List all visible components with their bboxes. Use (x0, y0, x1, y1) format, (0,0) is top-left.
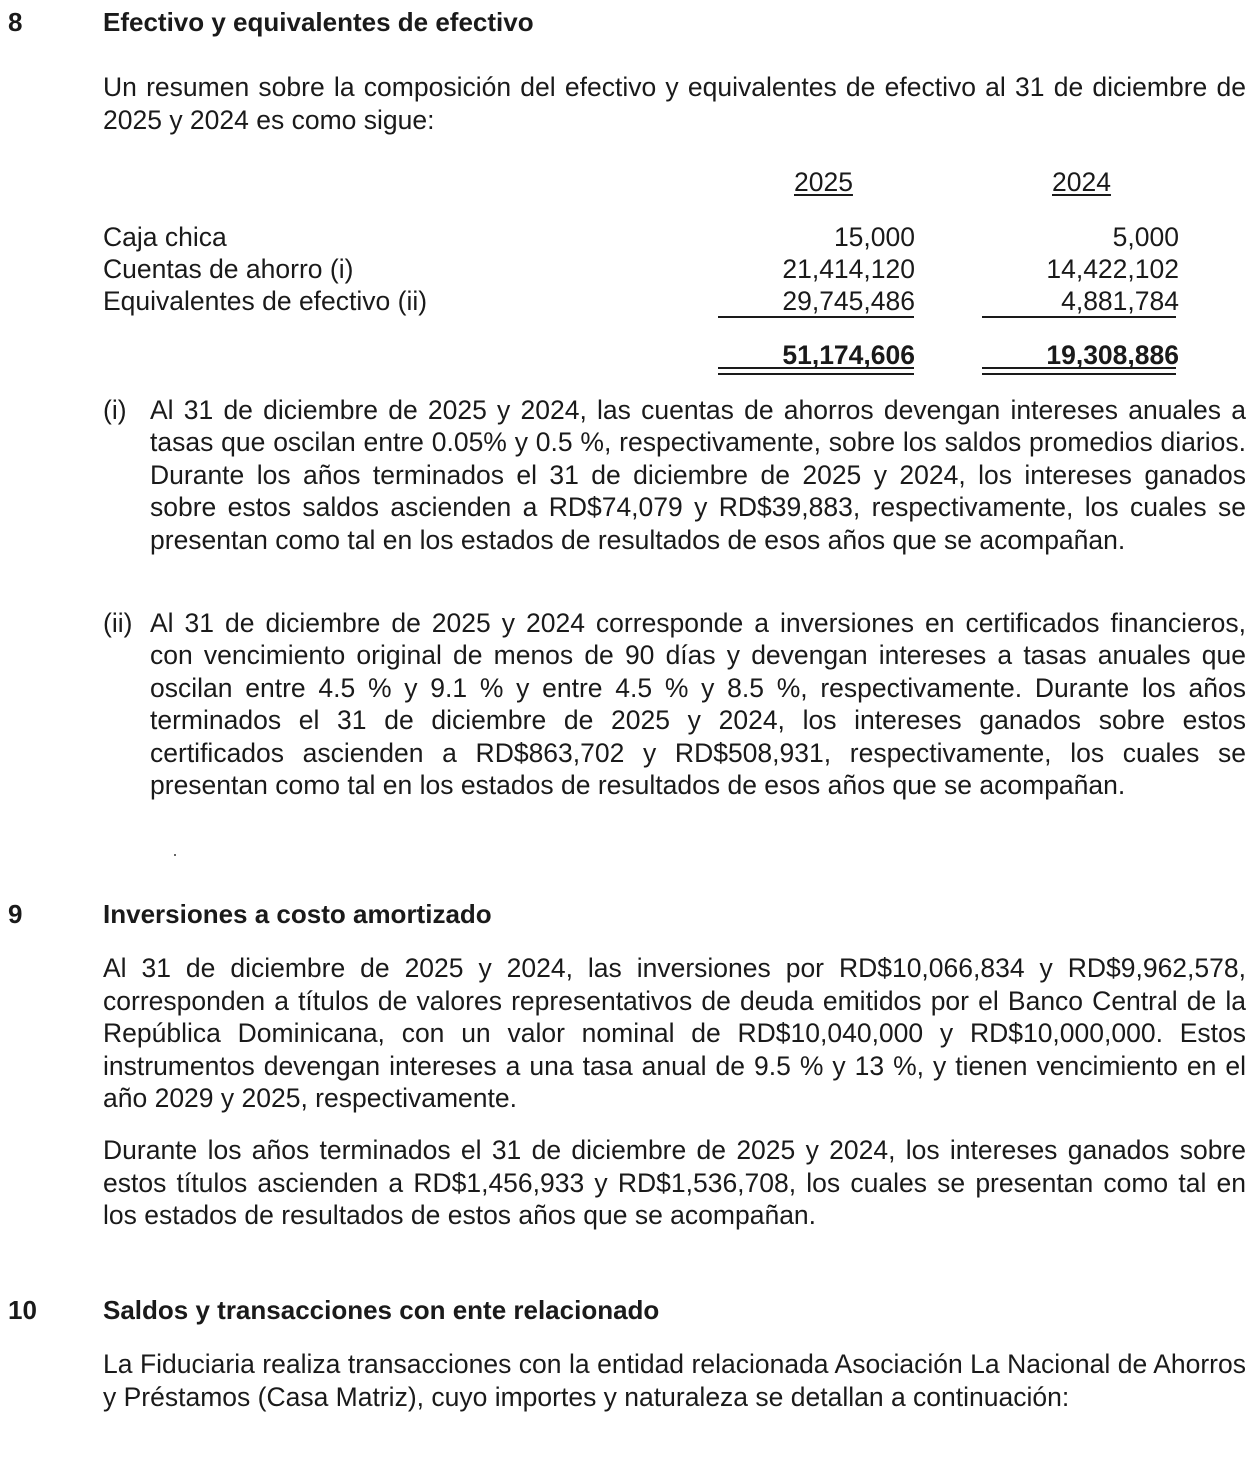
row-label: Cuentas de ahorro (i) (103, 254, 354, 284)
section-8-intro: Un resumen sobre la composición del efectivo y equivalentes de efectivo al 31 de diciembre de 2025 y 2024 es como sigue: (103, 72, 1246, 135)
total-double-rule-2024 (982, 367, 1176, 375)
subtotal-rule-2025 (718, 316, 914, 318)
table-row (103, 253, 1179, 285)
total-2024: 19,308,886 (1046, 340, 1179, 370)
row-label: Equivalentes de efectivo (ii) (103, 286, 428, 316)
column-header-2025: 2025 (794, 167, 853, 197)
row-value-2024: 14,422,102 (1046, 254, 1179, 284)
scan-speck (174, 854, 176, 856)
row-value-2025: 29,745,486 (782, 286, 915, 316)
section-10-number: 10 (8, 1295, 37, 1325)
note-ii (103, 607, 1246, 801)
note-ii-marker: (ii) (103, 608, 133, 638)
section-10-paragraph-1: La Fiduciaria realiza transacciones con la entidad relacionada Asociación La Nacional de Ahorros y Préstamos (Casa Matriz), cuyo importes y naturaleza se detallan a continuación: (103, 1349, 1246, 1412)
row-value-2024: 5,000 (1112, 222, 1179, 252)
section-10-title: Saldos y transacciones con ente relacionado (103, 1295, 660, 1325)
section-8-title: Efectivo y equivalentes de efectivo (103, 7, 534, 37)
section-9-paragraph-2: Durante los años terminados el 31 de diciembre de 2025 y 2024, los intereses ganados sobre estos títulos ascienden a RD$1,456,933 y RD$1,536,708, los cuales se presentan como tal en los estados de resultados de estos años que se acompañan. (103, 1135, 1246, 1230)
note-i-marker: (i) (103, 395, 127, 425)
note-ii-text: Al 31 de diciembre de 2025 y 2024 corresponde a inversiones en certificados financieros, con vencimiento original de menos de 90 días y devengan intereses a tasas anuales que oscilan entre 4.5 % y 9.1 % y entre 4.5 % y 8.5 %, respectivamente. Durante los años terminados el 31 de diciembre de 2025 y 2024, los intereses ganados sobre estos certificados ascienden a RD$863,702 y RD$508,931, respectivamente, los cuales se presentan como tal en los estados de resultados de esos años que se acompañan. (150, 608, 1246, 801)
row-value-2024: 4,881,784 (1061, 286, 1179, 316)
column-header-2024: 2024 (1052, 167, 1111, 197)
subtotal-rule-2024 (982, 316, 1176, 318)
section-9-title: Inversiones a costo amortizado (103, 899, 492, 929)
total-2025: 51,174,606 (782, 340, 915, 370)
note-i (103, 394, 1246, 556)
section-9-paragraph-1: Al 31 de diciembre de 2025 y 2024, las inversiones por RD$10,066,834 y RD$9,962,578, corresponden a títulos de valores representativos de deuda emitidos por el Banco Central de la República Dominicana, con un valor nominal de RD$10,040,000 y RD$10,000,000. Estos instrumentos devengan intereses a una tasa anual de 9.5 % y 13 %, y tienen vencimiento en el año 2029 y 2025, respectivamente. (103, 953, 1246, 1113)
section-9-number: 9 (8, 899, 23, 929)
row-value-2025: 21,414,120 (782, 254, 915, 284)
total-double-rule-2025 (718, 367, 914, 375)
row-label: Caja chica (103, 222, 227, 252)
table-row (103, 285, 1179, 317)
section-8-number: 8 (8, 7, 23, 37)
note-i-text: Al 31 de diciembre de 2025 y 2024, las cuentas de ahorros devengan intereses anuales a tasas que oscilan entre 0.05% y 0.5 %, respectivamente, sobre los saldos promedios diarios. Durante los años terminados el 31 de diciembre de 2025 y 2024, los intereses ganados sobre estos saldos ascienden a RD$74,079 y RD$39,883, respectivamente, los cuales se presentan como tal en los estados de resultados de esos años que se acompañan. (150, 395, 1246, 555)
row-value-2025: 15,000 (833, 222, 915, 252)
table-row (103, 221, 1179, 253)
